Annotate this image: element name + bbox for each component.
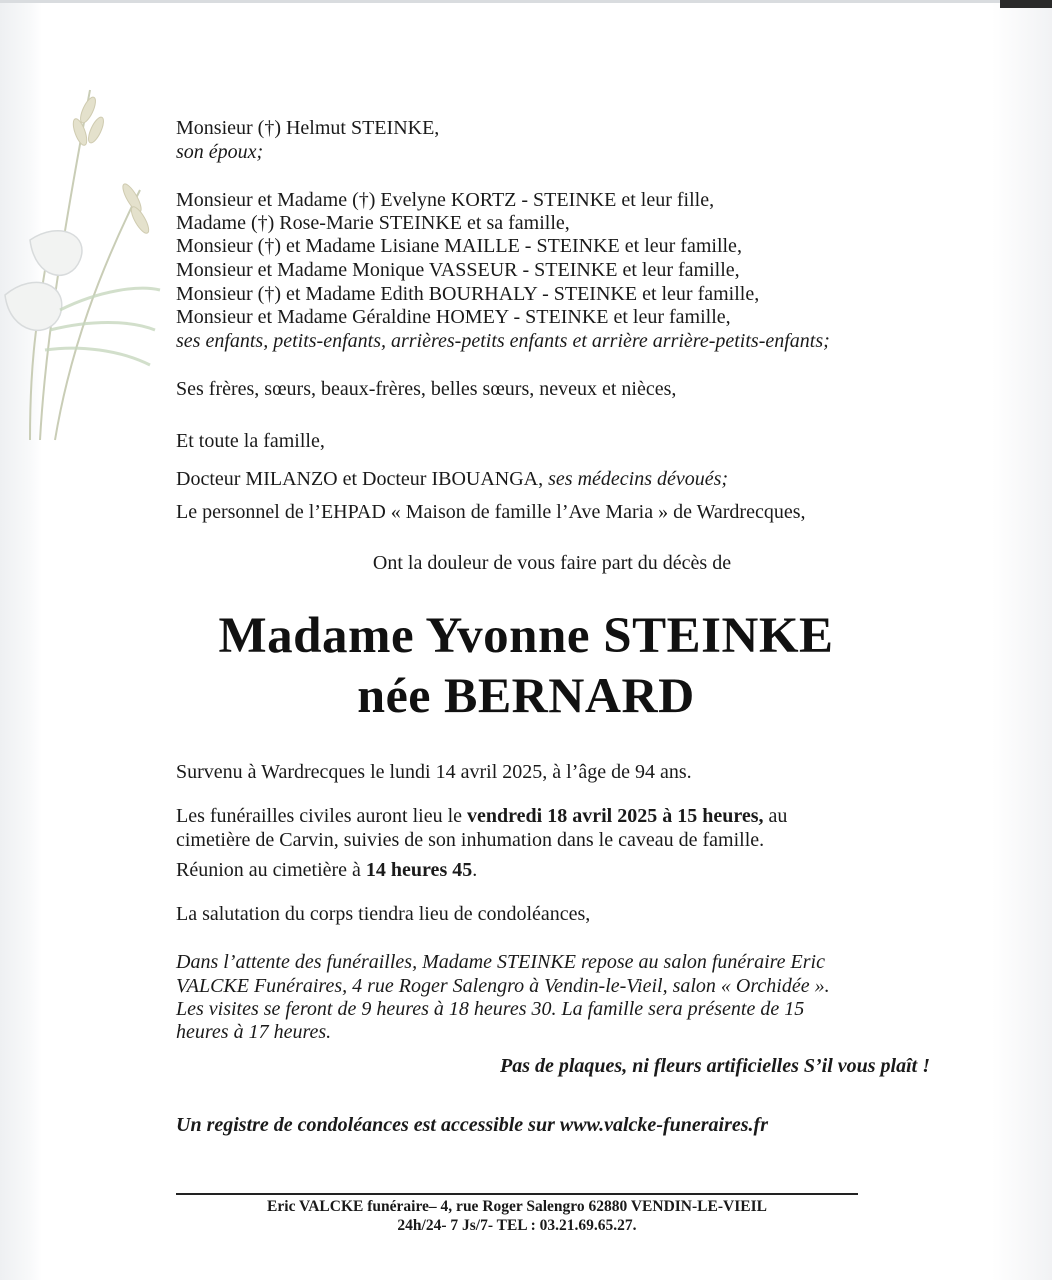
- footer-contact: 24h/24- 7 Js/7- TEL : 03.21.69.65.27.: [397, 1217, 637, 1234]
- scan-corner-mark: [1000, 0, 1052, 8]
- funeral-text: Les funérailles civiles auront lieu le: [176, 805, 468, 827]
- wake-line: Les visites se feront de 9 heures à 18 heures 30. La famille sera présente de 15: [176, 998, 805, 1020]
- meeting-line: [176, 858, 477, 882]
- footer-address: Eric VALCKE funéraire– 4, rue Roger Salengro 62880 VENDIN-LE-VIEIL: [267, 1198, 767, 1215]
- siblings-line: Ses frères, sœurs, beaux-frères, belles sœurs, neveux et nièces,: [176, 378, 677, 400]
- meeting-text: Réunion au cimetière à: [176, 859, 366, 881]
- staff-line: Le personnel de l’EHPAD « Maison de famille l’Ave Maria » de Wardrecques,: [176, 501, 806, 523]
- doctors-names: Docteur MILANZO et Docteur IBOUANGA,: [176, 468, 544, 490]
- meeting-time: 14 heures 45: [365, 859, 473, 881]
- child-line: Monsieur et Madame Monique VASSEUR - STEINKE et leur famille,: [176, 259, 740, 281]
- scan-top-edge: [0, 0, 1052, 3]
- funeral-line: [176, 804, 787, 828]
- deceased-name: Madame Yvonne STEINKE: [218, 608, 834, 664]
- registry-note: Un registre de condoléances est accessible sur www.valcke-funeraires.fr: [176, 1114, 768, 1136]
- wake-line: heures à 17 heures.: [176, 1021, 332, 1043]
- doctors-role: ses médecins dévoués;: [548, 468, 729, 490]
- doctors-line: [176, 467, 728, 491]
- death-line: Survenu à Wardrecques le lundi 14 avril 2025, à l’âge de 94 ans.: [176, 761, 692, 783]
- funeral-date: vendredi 18 avril 2025 à 15 heures,: [467, 805, 764, 827]
- funeral-text-end: au: [763, 805, 788, 827]
- condolences-line: La salutation du corps tiendra lieu de condoléances,: [176, 903, 591, 925]
- funeral-location: cimetière de Carvin, suivies de son inhumation dans le caveau de famille.: [176, 829, 765, 851]
- spouse-role: son époux;: [176, 141, 264, 163]
- child-line: Monsieur et Madame Géraldine HOMEY - STEINKE et leur famille,: [176, 306, 731, 328]
- spouse-line: Monsieur (†) Helmut STEINKE,: [176, 117, 440, 139]
- descendants-note: ses enfants, petits-enfants, arrières-petits enfants et arrière arrière-petits-enfants;: [176, 330, 830, 352]
- calla-lily-wheat-icon: [0, 70, 170, 450]
- wake-line: Dans l’attente des funérailles, Madame STEINKE repose au salon funéraire Eric: [176, 951, 825, 973]
- maiden-name: née BERNARD: [357, 667, 695, 723]
- child-line: Monsieur (†) et Madame Edith BOURHALY - STEINKE et leur famille,: [176, 283, 760, 305]
- footer-divider: [176, 1193, 858, 1195]
- child-line: Madame (†) Rose-Marie STEINKE et sa famille,: [176, 212, 570, 234]
- child-line: Monsieur (†) et Madame Lisiane MAILLE - STEINKE et leur famille,: [176, 235, 742, 257]
- whole-family-line: Et toute la famille,: [176, 430, 325, 452]
- meeting-end: .: [472, 859, 478, 881]
- announcement: Ont la douleur de vous faire part du décès de: [372, 552, 732, 574]
- wake-line: VALCKE Funéraires, 4 rue Roger Salengro à Vendin-le-Vieil, salon « Orchidée ».: [176, 975, 830, 997]
- child-line: Monsieur et Madame (†) Evelyne KORTZ - STEINKE et leur fille,: [176, 189, 715, 211]
- no-flowers-note: Pas de plaques, ni fleurs artificielles S’il vous plaît !: [499, 1055, 930, 1077]
